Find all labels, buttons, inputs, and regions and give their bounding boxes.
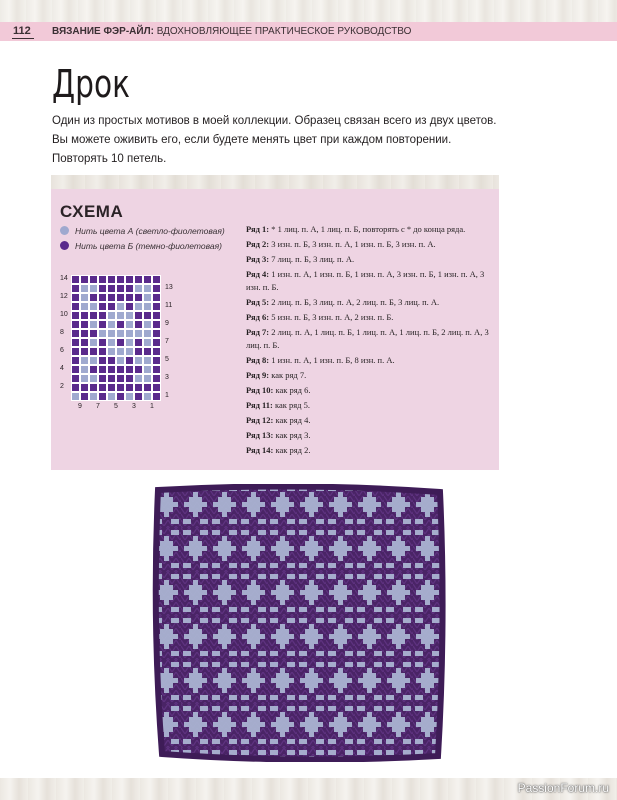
chart-cell xyxy=(89,311,98,320)
row-instruction-text: как ряд 6. xyxy=(273,385,311,395)
row-instruction xyxy=(246,253,494,266)
chart-cell xyxy=(89,329,98,338)
chart-cell xyxy=(98,383,107,392)
row-number-label: 10 xyxy=(60,311,68,318)
row-instruction-label: Ряд 5: xyxy=(246,297,270,307)
column-number-label: 9 xyxy=(78,403,82,410)
row-number-label: 3 xyxy=(165,374,169,381)
chart-cell xyxy=(134,329,143,338)
chart-cell xyxy=(143,311,152,320)
chart-cell xyxy=(71,392,80,401)
chart-cell xyxy=(125,329,134,338)
chart-cell xyxy=(89,365,98,374)
column-number-label: 7 xyxy=(96,403,100,410)
light-purple-dot-icon xyxy=(60,226,69,235)
chart-cell xyxy=(143,374,152,383)
chart-cell xyxy=(107,320,116,329)
row-instruction-text: как ряд 5. xyxy=(272,400,310,410)
chart-cell xyxy=(134,365,143,374)
chart-cell xyxy=(116,383,125,392)
row-instruction-label: Ряд 2: xyxy=(246,239,270,249)
chart-cell xyxy=(98,356,107,365)
row-instruction-label: Ряд 10: xyxy=(246,385,274,395)
chart-cell xyxy=(107,365,116,374)
chart-cell xyxy=(116,320,125,329)
chart-cell xyxy=(143,293,152,302)
chart-cell xyxy=(89,347,98,356)
row-number-label: 12 xyxy=(60,293,68,300)
chart-cell xyxy=(116,365,125,374)
chart-cell xyxy=(98,311,107,320)
chart-cell xyxy=(98,392,107,401)
row-instruction xyxy=(246,223,494,236)
column-number-label: 5 xyxy=(114,403,118,410)
chart-cell xyxy=(98,275,107,284)
row-number-label: 13 xyxy=(165,284,173,291)
chart-cell xyxy=(89,374,98,383)
chart-cell xyxy=(89,338,98,347)
chart-cell xyxy=(125,365,134,374)
chart-cell xyxy=(134,392,143,401)
legend-item-color-b xyxy=(60,241,222,251)
dark-purple-dot-icon xyxy=(60,241,69,250)
chart-cell xyxy=(89,383,98,392)
chart-cell xyxy=(125,392,134,401)
book-title: ВЯЗАНИЕ ФЭР-АЙЛ: xyxy=(52,26,154,37)
chart-cell xyxy=(80,338,89,347)
chart-cell xyxy=(125,284,134,293)
row-number-label: 2 xyxy=(60,383,64,390)
chart-cell xyxy=(89,392,98,401)
row-instruction xyxy=(246,326,494,352)
chart-cell xyxy=(98,284,107,293)
chart-cell xyxy=(152,347,161,356)
row-number-label: 6 xyxy=(60,347,64,354)
chart-cell xyxy=(152,374,161,383)
row-number-label: 5 xyxy=(165,356,169,363)
chart-cell xyxy=(143,275,152,284)
row-instruction-text: как ряд 2. xyxy=(273,445,311,455)
chart-cell xyxy=(134,311,143,320)
chart-cell xyxy=(89,293,98,302)
row-instruction-text: как ряд 7. xyxy=(269,370,307,380)
row-instruction-label: Ряд 13: xyxy=(246,430,274,440)
chart-cell xyxy=(125,374,134,383)
chart-cell xyxy=(143,356,152,365)
column-number-label: 3 xyxy=(132,403,136,410)
row-instruction xyxy=(246,354,494,367)
row-number-label: 14 xyxy=(60,275,68,282)
chart-cell xyxy=(152,338,161,347)
chart-cell xyxy=(116,347,125,356)
chart-cell xyxy=(107,302,116,311)
chart-cell xyxy=(98,329,107,338)
row-number-label: 1 xyxy=(165,392,169,399)
row-instruction-label: Ряд 1: xyxy=(246,224,270,234)
chart-cell xyxy=(71,383,80,392)
chart-cell xyxy=(143,320,152,329)
chart-cell xyxy=(89,302,98,311)
chart-cell xyxy=(134,356,143,365)
chart-cell xyxy=(80,356,89,365)
chart-cell xyxy=(116,329,125,338)
chart-cell xyxy=(71,320,80,329)
knitted-swatch-image xyxy=(152,484,446,762)
chart-cell xyxy=(152,284,161,293)
chart-cell xyxy=(143,284,152,293)
chart-cell xyxy=(125,302,134,311)
chart-cell xyxy=(116,338,125,347)
panel-wood-strip xyxy=(51,175,499,189)
legend-label-b: Нить цвета Б (темно-фиолетовая) xyxy=(75,241,222,251)
chart-cell xyxy=(89,275,98,284)
chart-cell xyxy=(125,356,134,365)
chart-cell xyxy=(107,383,116,392)
row-instruction-label: Ряд 4: xyxy=(246,269,270,279)
knitted-swatch-photo xyxy=(152,484,446,762)
chart-cell xyxy=(107,293,116,302)
row-instruction xyxy=(246,369,494,382)
chart-cell xyxy=(152,329,161,338)
chart-cell xyxy=(80,374,89,383)
chart-cell xyxy=(107,275,116,284)
row-number-label: 8 xyxy=(60,329,64,336)
row-instruction-label: Ряд 7: xyxy=(246,327,270,337)
chart-cell xyxy=(116,356,125,365)
chart-cell xyxy=(134,320,143,329)
legend-item-color-a xyxy=(60,226,225,236)
chart-cell xyxy=(143,347,152,356)
chart-cell xyxy=(71,329,80,338)
row-instruction-text: 2 лиц. п. А, 1 лиц. п. Б, 1 лиц. п. А, 1 лиц. п. Б, 2 лиц. п. А, 3 лиц. п. Б. xyxy=(246,327,489,350)
chart-cell xyxy=(80,347,89,356)
row-number-label: 7 xyxy=(165,338,169,345)
row-instruction-text: * 1 лиц. п. А, 1 лиц. п. Б, повторять с * до конца ряда. xyxy=(269,224,466,234)
chart-cell xyxy=(107,338,116,347)
chart-cell xyxy=(98,320,107,329)
chart-cell xyxy=(125,383,134,392)
row-instruction-label: Ряд 9: xyxy=(246,370,270,380)
chart-cell xyxy=(116,275,125,284)
chart-cell xyxy=(107,284,116,293)
chart-cell xyxy=(116,293,125,302)
row-instruction-label: Ряд 14: xyxy=(246,445,274,455)
schema-heading: СХЕМА xyxy=(60,202,124,221)
chart-cell xyxy=(143,383,152,392)
column-number-label: 1 xyxy=(150,403,154,410)
chart-cell xyxy=(71,275,80,284)
row-instruction xyxy=(246,429,494,442)
chart-cell xyxy=(134,284,143,293)
row-instruction-label: Ряд 8: xyxy=(246,355,270,365)
chart-cell xyxy=(107,356,116,365)
chart-cell xyxy=(134,374,143,383)
row-number-label: 9 xyxy=(165,320,169,327)
chart-cell xyxy=(116,302,125,311)
row-instruction xyxy=(246,311,494,324)
row-instruction-text: 7 лиц. п. Б, 3 лиц. п. А. xyxy=(269,254,355,264)
row-instruction xyxy=(246,399,494,412)
row-number-label: 11 xyxy=(165,302,173,309)
chart-cell xyxy=(152,392,161,401)
chart-cell xyxy=(98,293,107,302)
row-instruction-text: 3 изн. п. Б, 3 изн. п. А, 1 изн. п. Б, 3 изн. п. А. xyxy=(269,239,436,249)
chart-cell xyxy=(125,347,134,356)
chart-cell xyxy=(98,374,107,383)
chart-cell xyxy=(80,383,89,392)
chart-cell xyxy=(116,374,125,383)
chart-cell xyxy=(143,329,152,338)
chart-cell xyxy=(116,311,125,320)
chart-cell xyxy=(107,392,116,401)
chart-cell xyxy=(80,293,89,302)
chart-cell xyxy=(80,311,89,320)
chart-cell xyxy=(71,293,80,302)
chart-cell xyxy=(134,302,143,311)
row-instruction xyxy=(246,296,494,309)
row-instruction-label: Ряд 11: xyxy=(246,400,273,410)
chart-cell xyxy=(152,302,161,311)
chart-cell xyxy=(80,320,89,329)
chart-cell xyxy=(71,347,80,356)
chart-cell xyxy=(143,338,152,347)
chart-cell xyxy=(143,302,152,311)
chart-cell xyxy=(98,338,107,347)
running-header xyxy=(52,26,411,37)
row-instructions xyxy=(246,223,494,459)
row-instruction-label: Ряд 6: xyxy=(246,312,270,322)
chart-cell xyxy=(80,275,89,284)
chart-cell xyxy=(152,365,161,374)
chart-cell xyxy=(71,365,80,374)
row-instruction xyxy=(246,238,494,251)
chart-cell xyxy=(80,329,89,338)
chart-cell xyxy=(98,365,107,374)
row-instruction xyxy=(246,384,494,397)
row-instruction xyxy=(246,268,494,294)
row-instruction-text: 1 изн. п. А, 1 изн. п. Б, 1 изн. п. А, 3 изн. п. Б, 1 изн. п. А, 3 изн. п. Б. xyxy=(246,269,485,292)
chart-cell xyxy=(107,374,116,383)
chart-cell xyxy=(71,302,80,311)
row-instruction-text: как ряд 3. xyxy=(273,430,311,440)
book-subtitle: ВДОХНОВЛЯЮЩЕЕ ПРАКТИЧЕСКОЕ РУКОВОДСТВО xyxy=(153,26,412,37)
chart-cell xyxy=(71,356,80,365)
chart-cell xyxy=(152,383,161,392)
chart-cell xyxy=(134,275,143,284)
row-instruction-text: 5 изн. п. Б, 3 изн. п. А, 2 изн. п. Б. xyxy=(269,312,394,322)
row-instruction xyxy=(246,414,494,427)
chart-cell xyxy=(152,275,161,284)
chart-cell xyxy=(116,284,125,293)
chart-cell xyxy=(134,293,143,302)
row-number-label: 4 xyxy=(60,365,64,372)
chart-cell xyxy=(143,365,152,374)
intro-paragraph: Один из простых мотивов в моей коллекции. Образец связан всего из двух цветов. Вы можете оживить его, если будете менять цвет при каждом повторении. Повторять 10 петель. xyxy=(52,115,497,165)
chart-cell xyxy=(71,311,80,320)
watermark: PassionForum.ru xyxy=(517,781,609,795)
row-instruction-label: Ряд 12: xyxy=(246,415,274,425)
chart-cell xyxy=(152,320,161,329)
chart-cell xyxy=(107,311,116,320)
chart-cell xyxy=(98,302,107,311)
chart-cell xyxy=(71,338,80,347)
row-instruction-text: как ряд 4. xyxy=(273,415,311,425)
chart-cell xyxy=(116,392,125,401)
chart-cell xyxy=(134,347,143,356)
chart-cell xyxy=(107,347,116,356)
row-instruction-text: 2 лиц. п. Б, 3 лиц. п. А, 2 лиц. п. Б, 3 лиц. п. А. xyxy=(269,297,440,307)
chart-cell xyxy=(125,311,134,320)
legend-label-a: Нить цвета А (светло-фиолетовая) xyxy=(75,226,225,236)
chart-cell xyxy=(134,383,143,392)
chart-cell xyxy=(89,284,98,293)
chart-cell xyxy=(80,365,89,374)
chart-cell xyxy=(143,392,152,401)
page-title: Дрок xyxy=(52,62,131,106)
knitting-chart xyxy=(71,275,161,401)
chart-cell xyxy=(80,302,89,311)
row-instruction-label: Ряд 3: xyxy=(246,254,270,264)
chart-cell xyxy=(152,311,161,320)
page-number-underline xyxy=(12,38,34,39)
chart-cell xyxy=(80,392,89,401)
chart-cell xyxy=(89,320,98,329)
chart-cell xyxy=(71,284,80,293)
row-instruction xyxy=(246,444,494,457)
chart-cell xyxy=(134,338,143,347)
row-instruction-text: 1 изн. п. А, 1 изн. п. Б, 8 изн. п. А. xyxy=(269,355,395,365)
chart-cell xyxy=(80,284,89,293)
chart-cell xyxy=(152,356,161,365)
chart-cell xyxy=(107,329,116,338)
page-number: 112 xyxy=(13,25,31,37)
chart-cell xyxy=(89,356,98,365)
chart-cell xyxy=(98,347,107,356)
chart-cell xyxy=(71,374,80,383)
chart-cell xyxy=(125,293,134,302)
chart-cell xyxy=(125,338,134,347)
chart-cell xyxy=(125,320,134,329)
chart-cell xyxy=(125,275,134,284)
chart-cell xyxy=(152,293,161,302)
top-wood-texture xyxy=(0,0,617,22)
